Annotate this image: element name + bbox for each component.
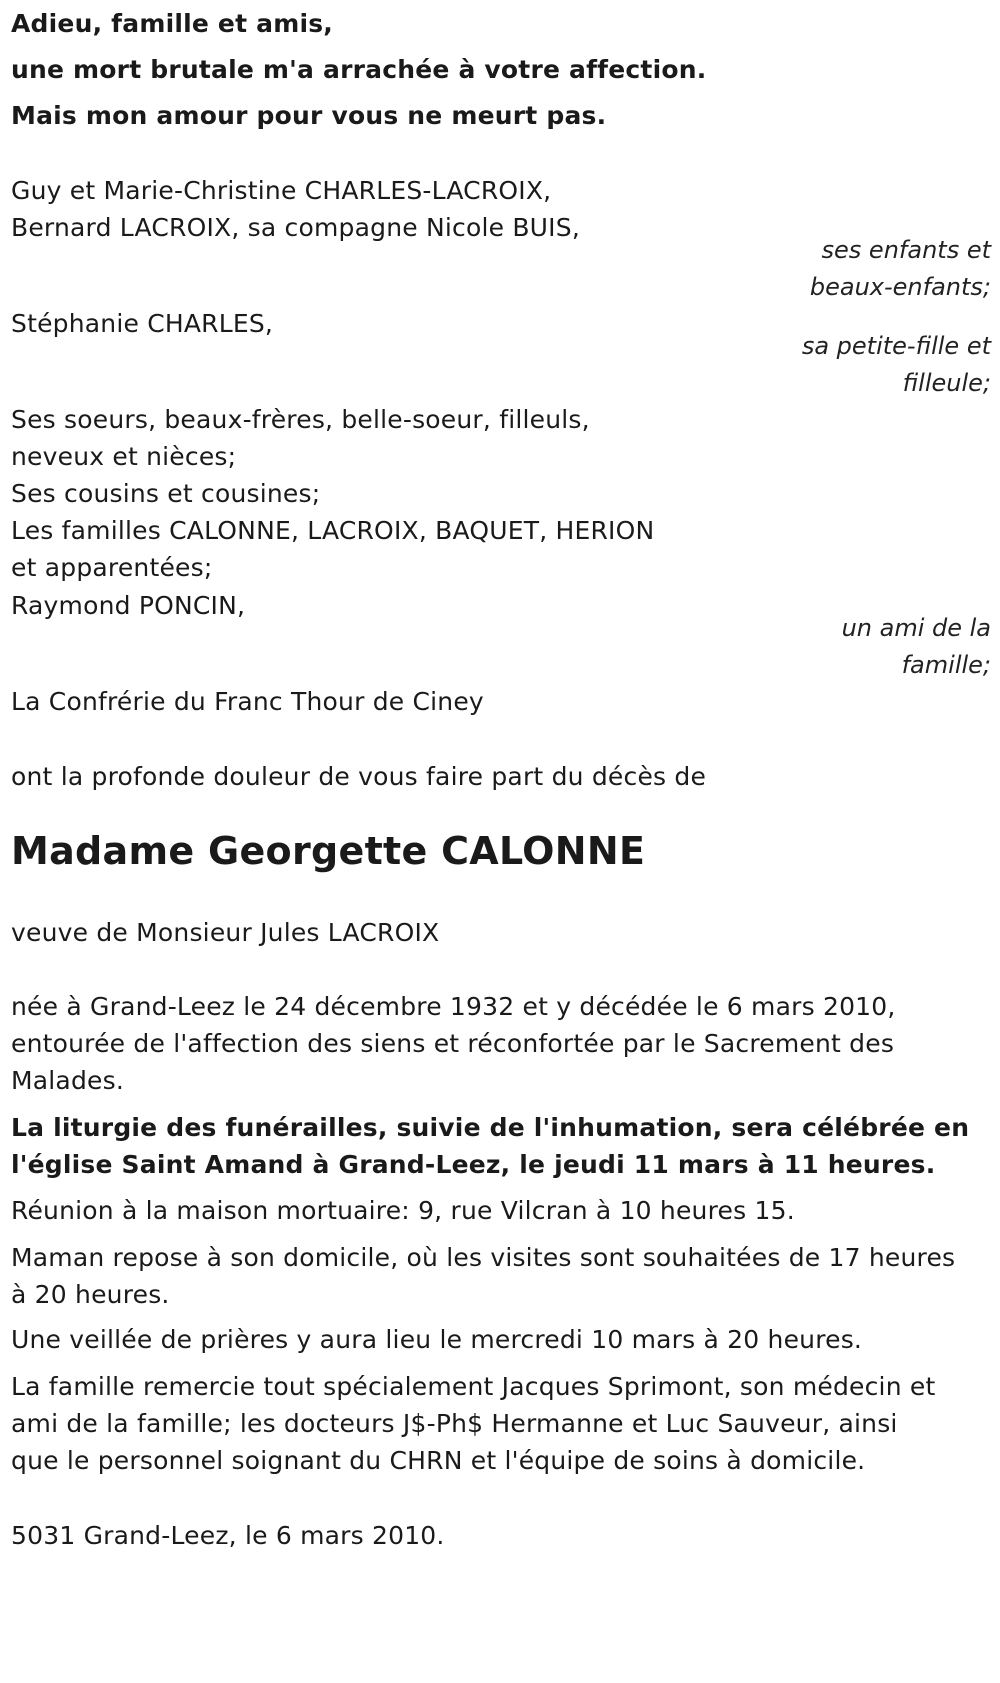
brotherhood-line: La Confrérie du Franc Thour de Ciney: [11, 687, 484, 716]
vigil-line: Une veillée de prières y aura lieu le mercredi 10 mars à 20 heures.: [11, 1325, 863, 1354]
intro-line-1: Adieu, famille et amis,: [11, 9, 334, 38]
relatives-line-2: neveux et nièces;: [11, 442, 237, 471]
birth-death-line-1: née à Grand-Leez le 24 décembre 1932 et y décédée le 6 mars 2010,: [11, 992, 896, 1021]
widow-of-line: veuve de Monsieur Jules LACROIX: [11, 918, 440, 947]
friend-role-line-1: un ami de la: [841, 614, 991, 642]
children-role-line-1: ses enfants et: [821, 236, 991, 264]
thanks-line-1: La famille remercie tout spécialement Jacques Sprimont, son médecin et: [11, 1372, 936, 1401]
grandchild-role-line-1: sa petite-fille et: [801, 332, 991, 360]
families-line-1: Les familles CALONNE, LACROIX, BAQUET, HERION: [11, 516, 655, 545]
liturgy-line-1: La liturgie des funérailles, suivie de l'inhumation, sera célébrée en: [11, 1113, 970, 1142]
grandchild-role-line-2: filleule;: [902, 369, 991, 397]
children-role-line-2: beaux-enfants;: [809, 273, 991, 301]
announcement-line: ont la profonde douleur de vous faire part du décès de: [11, 762, 707, 791]
deceased-name: Madame Georgette CALONNE: [11, 829, 646, 873]
thanks-line-2: ami de la famille; les docteurs J$-Ph$ Hermanne et Luc Sauveur, ainsi: [11, 1409, 898, 1438]
birth-death-line-2: entourée de l'affection des siens et réconfortée par le Sacrement des: [11, 1029, 895, 1058]
visits-line-1: Maman repose à son domicile, où les visites sont souhaitées de 17 heures: [11, 1243, 956, 1272]
intro-line-2: une mort brutale m'a arrachée à votre affection.: [11, 55, 707, 84]
visits-line-2: à 20 heures.: [11, 1280, 170, 1309]
meeting-line: Réunion à la maison mortuaire: 9, rue Vilcran à 10 heures 15.: [11, 1196, 795, 1225]
liturgy-line-2: l'église Saint Amand à Grand-Leez, le jeudi 11 mars à 11 heures.: [11, 1150, 936, 1179]
thanks-line-3: que le personnel soignant du CHRN et l'équipe de soins à domicile.: [11, 1446, 866, 1475]
families-line-2: et apparentées;: [11, 553, 213, 582]
grandchild-line: Stéphanie CHARLES,: [11, 309, 274, 338]
birth-death-line-3: Malades.: [11, 1066, 124, 1095]
friend-line: Raymond PONCIN,: [11, 591, 246, 620]
cousins-line: Ses cousins et cousines;: [11, 479, 321, 508]
footer-place-date: 5031 Grand-Leez, le 6 mars 2010.: [11, 1521, 445, 1550]
intro-line-3: Mais mon amour pour vous ne meurt pas.: [11, 101, 607, 130]
children-line-1: Guy et Marie-Christine CHARLES-LACROIX,: [11, 176, 552, 205]
children-line-2: Bernard LACROIX, sa compagne Nicole BUIS,: [11, 213, 580, 242]
friend-role-line-2: famille;: [901, 651, 991, 679]
relatives-line-1: Ses soeurs, beaux-frères, belle-soeur, filleuls,: [11, 405, 590, 434]
